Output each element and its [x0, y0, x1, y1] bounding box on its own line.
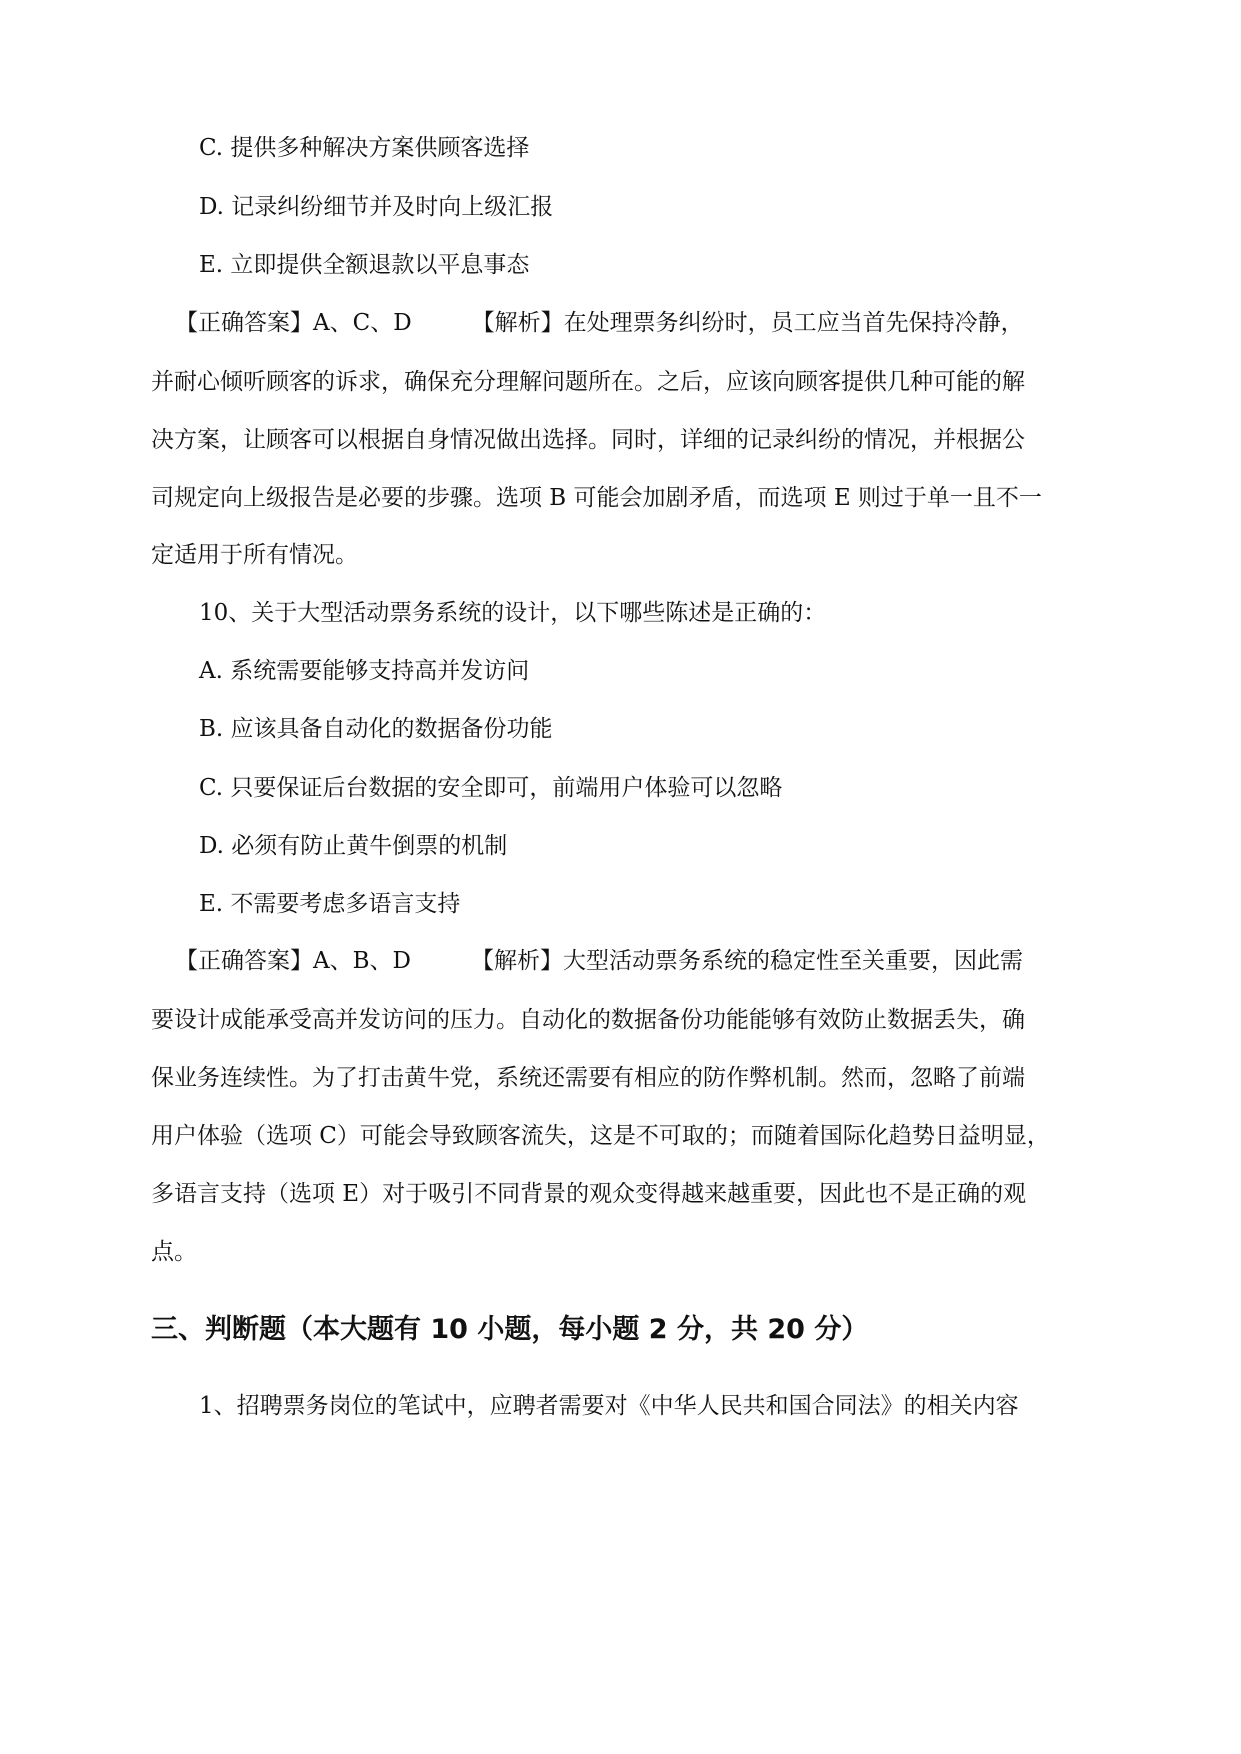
- q10-answer-line: [175, 946, 1023, 976]
- q9-option-d: D. 记录纠纷细节并及时向上级汇报: [199, 194, 554, 220]
- q9-option-c: C. 提供多种解决方案供顾客选择: [199, 135, 530, 161]
- q10-option-b: B. 应该具备自动化的数据备份功能: [199, 716, 553, 742]
- q9-analysis-line: 并耐心倾听顾客的诉求，确保充分理解问题所在。之后，应该向顾客提供几种可能的解: [151, 369, 1025, 395]
- q10-option-c: C. 只要保证后台数据的安全即可，前端用户体验可以忽略: [199, 775, 783, 801]
- q10-analysis-line: 保业务连续性。为了打击黄牛党，系统还需要有相应的防作弊机制。然而，忽略了前端: [151, 1065, 1025, 1091]
- q10-analysis-line: 要设计成能承受高并发访问的压力。自动化的数据备份功能能够有效防止数据丢失，确: [151, 1007, 1025, 1033]
- q10-stem: 10、关于大型活动票务系统的设计，以下哪些陈述是正确的：: [199, 600, 827, 626]
- q10-analysis-line: 点。: [151, 1239, 197, 1265]
- q10-option-a: A. 系统需要能够支持高并发访问: [199, 658, 530, 684]
- q9-analysis-line: 定适用于所有情况。: [151, 542, 358, 568]
- judgment-q1-stem: 1、招聘票务岗位的笔试中，应聘者需要对《中华人民共和国合同法》的相关内容: [199, 1393, 1019, 1419]
- q9-option-e: E. 立即提供全额退款以平息事态: [199, 252, 530, 278]
- q9-answer-line: [175, 308, 1024, 338]
- q10-analysis-start: 【解析】大型活动票务系统的稳定性至关重要，因此需: [470, 948, 1023, 974]
- q10-option-d: D. 必须有防止黄牛倒票的机制: [199, 833, 508, 859]
- section-heading: 三、判断题（本大题有 10 小题，每小题 2 分，共 20 分）: [151, 1314, 869, 1345]
- q9-analysis-line: 司规定向上级报告是必要的步骤。选项 B 可能会加剧矛盾，而选项 E 则过于单一且不一: [151, 485, 1042, 511]
- q10-analysis-line: 多语言支持（选项 E）对于吸引不同背景的观众变得越来越重要，因此也不是正确的观: [151, 1181, 1027, 1207]
- q9-analysis-line: 决方案，让顾客可以根据自身情况做出选择。同时，详细的记录纠纷的情况，并根据公: [151, 427, 1025, 453]
- q10-correct-answer: 【正确答案】A、B、D: [175, 948, 411, 974]
- q9-analysis-start: 【解析】在处理票务纠纷时，员工应当首先保持冷静，: [471, 310, 1024, 336]
- q9-correct-answer: 【正确答案】A、C、D: [175, 310, 412, 336]
- q10-option-e: E. 不需要考虑多语言支持: [199, 891, 461, 917]
- q10-analysis-line: 用户体验（选项 C）可能会导致顾客流失，这是不可取的；而随着国际化趋势日益明显，: [151, 1123, 1050, 1149]
